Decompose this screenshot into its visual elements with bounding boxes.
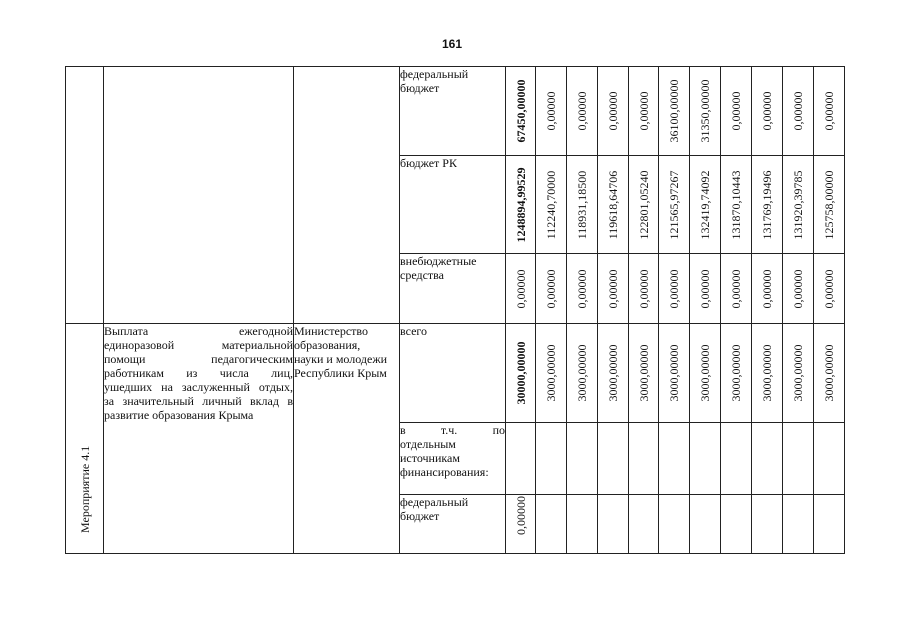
year-value: 118931,18500 xyxy=(575,170,589,239)
year-value-cell xyxy=(598,156,629,254)
responsible-line: науки и молодежи xyxy=(294,352,388,366)
description-line: за значительный личный вклад в xyxy=(104,394,293,408)
year-value-cell xyxy=(536,423,567,495)
year-value-cell xyxy=(783,495,814,554)
year-value-cell xyxy=(721,324,752,423)
source-word: по xyxy=(492,423,505,437)
prev-measure-responsible-cell xyxy=(294,67,400,324)
year-value: 131920,39785 xyxy=(791,170,805,239)
year-value-cell xyxy=(690,67,721,156)
year-value-cell xyxy=(814,156,845,254)
year-value: 112240,70000 xyxy=(544,170,558,239)
total-value: 30000,00000 xyxy=(513,341,528,405)
measure-description xyxy=(104,324,294,554)
year-value-cell xyxy=(752,67,783,156)
year-value-cell xyxy=(659,67,690,156)
year-value-cell xyxy=(721,254,752,324)
year-value-cell xyxy=(598,495,629,554)
year-value-cell xyxy=(690,324,721,423)
year-value: 3000,00000 xyxy=(575,344,589,402)
year-value: 0,00000 xyxy=(606,91,620,131)
total-value: 0,00000 xyxy=(513,496,528,535)
responsible-line: Министерство xyxy=(294,324,368,338)
year-value-cell xyxy=(690,423,721,495)
year-value: 0,00000 xyxy=(791,269,805,308)
description-line: развитие образования Крыма xyxy=(104,408,254,422)
total-value-cell xyxy=(506,423,536,495)
description-line: единоразовой материальной xyxy=(104,338,293,352)
year-value: 132419,74092 xyxy=(698,170,712,239)
measure-label-cell xyxy=(66,324,104,554)
year-value: 3000,00000 xyxy=(729,344,743,402)
year-value-cell xyxy=(690,156,721,254)
year-value: 0,00000 xyxy=(729,91,743,131)
year-value-cell xyxy=(629,495,659,554)
year-value-cell xyxy=(814,254,845,324)
year-value-cell xyxy=(783,254,814,324)
year-value-cell xyxy=(814,324,845,423)
funding-source-label: внебюджетные средства xyxy=(400,254,506,324)
year-value-cell xyxy=(721,156,752,254)
responsible-line: Республики Крым xyxy=(294,366,387,380)
year-value-cell xyxy=(536,156,567,254)
description-line: ушедших на заслуженный отдых, xyxy=(104,380,293,394)
year-value: 0,00000 xyxy=(544,269,558,308)
year-value: 0,00000 xyxy=(760,91,774,131)
year-value: 0,00000 xyxy=(822,91,836,131)
total-value: 67450,00000 xyxy=(513,79,528,143)
source-word: т.ч. xyxy=(440,423,458,437)
year-value-cell xyxy=(536,67,567,156)
year-value-cell xyxy=(659,495,690,554)
year-value: 125758,00000 xyxy=(822,170,836,239)
budget-table xyxy=(65,66,845,554)
year-value: 0,00000 xyxy=(667,269,681,308)
year-value-cell xyxy=(598,324,629,423)
year-value: 0,00000 xyxy=(575,269,589,308)
year-value-cell xyxy=(814,495,845,554)
description-line: работникам из числа лиц, xyxy=(104,366,293,380)
year-value-cell xyxy=(629,156,659,254)
measure-label: Мероприятие 4.1 xyxy=(77,445,92,533)
year-value: 122801,05240 xyxy=(636,170,651,239)
year-value: 0,00000 xyxy=(698,269,712,308)
responsible-line: образования, xyxy=(294,338,361,352)
year-value: 119618,64706 xyxy=(606,170,620,239)
year-value-cell xyxy=(629,67,659,156)
total-value-cell xyxy=(506,495,536,554)
year-value-cell xyxy=(659,423,690,495)
prev-measure-label-cell xyxy=(66,67,104,324)
year-value-cell xyxy=(783,67,814,156)
year-value-cell xyxy=(629,423,659,495)
year-value: 3000,00000 xyxy=(544,344,558,402)
year-value-cell xyxy=(659,324,690,423)
year-value-cell xyxy=(690,495,721,554)
table-row xyxy=(66,324,845,423)
year-value-cell xyxy=(629,324,659,423)
funding-source-label: федеральный бюджет xyxy=(400,67,506,156)
year-value-cell xyxy=(814,67,845,156)
year-value-cell xyxy=(783,156,814,254)
year-value: 3000,00000 xyxy=(698,344,712,402)
funding-source-label: всего xyxy=(400,324,506,423)
year-value: 3000,00000 xyxy=(667,344,681,402)
description-line: Выплата ежегодной xyxy=(104,324,293,338)
total-value-cell xyxy=(506,156,536,254)
year-value-cell xyxy=(721,495,752,554)
year-value: 0,00000 xyxy=(791,91,805,131)
year-value: 36100,00000 xyxy=(667,79,681,143)
table-row xyxy=(66,67,845,156)
year-value-cell xyxy=(752,254,783,324)
year-value: 0,00000 xyxy=(822,269,836,308)
year-value: 0,00000 xyxy=(760,269,774,308)
year-value: 3000,00000 xyxy=(791,344,805,402)
year-value: 131769,19496 xyxy=(760,170,774,239)
year-value-cell xyxy=(752,423,783,495)
description-line: помощи педагогическим xyxy=(104,352,293,366)
year-value-cell xyxy=(536,254,567,324)
total-value-cell xyxy=(506,324,536,423)
source-heading-rest: отдельным источникам финансирования: xyxy=(400,437,489,479)
year-value-cell xyxy=(721,67,752,156)
source-heading-words xyxy=(400,423,505,437)
total-value: 1248894,99529 xyxy=(513,167,528,242)
year-value: 0,00000 xyxy=(636,91,651,131)
year-value-cell xyxy=(598,423,629,495)
year-value-cell xyxy=(567,495,598,554)
year-value-cell xyxy=(567,254,598,324)
year-value: 31350,00000 xyxy=(698,79,712,143)
year-value: 0,00000 xyxy=(606,269,620,308)
page-number: 161 xyxy=(441,37,463,51)
year-value-cell xyxy=(629,254,659,324)
year-value-cell xyxy=(598,67,629,156)
year-value: 3000,00000 xyxy=(606,344,620,402)
year-value-cell xyxy=(752,156,783,254)
funding-source-label: бюджет РК xyxy=(400,156,506,254)
year-value-cell xyxy=(536,495,567,554)
responsible-executor xyxy=(294,324,400,554)
year-value-cell xyxy=(783,423,814,495)
year-value: 121565,97267 xyxy=(667,170,681,239)
year-value-cell xyxy=(659,156,690,254)
year-value-cell xyxy=(752,495,783,554)
year-value-cell xyxy=(659,254,690,324)
total-value-cell xyxy=(506,67,536,156)
year-value: 3000,00000 xyxy=(636,344,651,402)
funding-source-label xyxy=(400,423,506,495)
year-value-cell xyxy=(814,423,845,495)
prev-measure-description-cell xyxy=(104,67,294,324)
year-value-cell xyxy=(598,254,629,324)
year-value: 3000,00000 xyxy=(760,344,774,402)
year-value-cell xyxy=(567,324,598,423)
year-value: 131870,10443 xyxy=(729,170,743,239)
year-value: 0,00000 xyxy=(575,91,589,131)
year-value-cell xyxy=(567,423,598,495)
year-value: 0,00000 xyxy=(729,269,743,308)
year-value: 3000,00000 xyxy=(822,344,836,402)
year-value: 0,00000 xyxy=(636,269,651,308)
total-value: 0,00000 xyxy=(513,269,528,308)
year-value-cell xyxy=(567,67,598,156)
year-value-cell xyxy=(721,423,752,495)
year-value: 0,00000 xyxy=(544,91,558,131)
year-value-cell xyxy=(783,324,814,423)
total-value-cell xyxy=(506,254,536,324)
source-word: в xyxy=(400,423,406,437)
year-value-cell xyxy=(536,324,567,423)
funding-source-label: федеральный бюджет xyxy=(400,495,506,554)
year-value-cell xyxy=(690,254,721,324)
year-value-cell xyxy=(752,324,783,423)
year-value-cell xyxy=(567,156,598,254)
